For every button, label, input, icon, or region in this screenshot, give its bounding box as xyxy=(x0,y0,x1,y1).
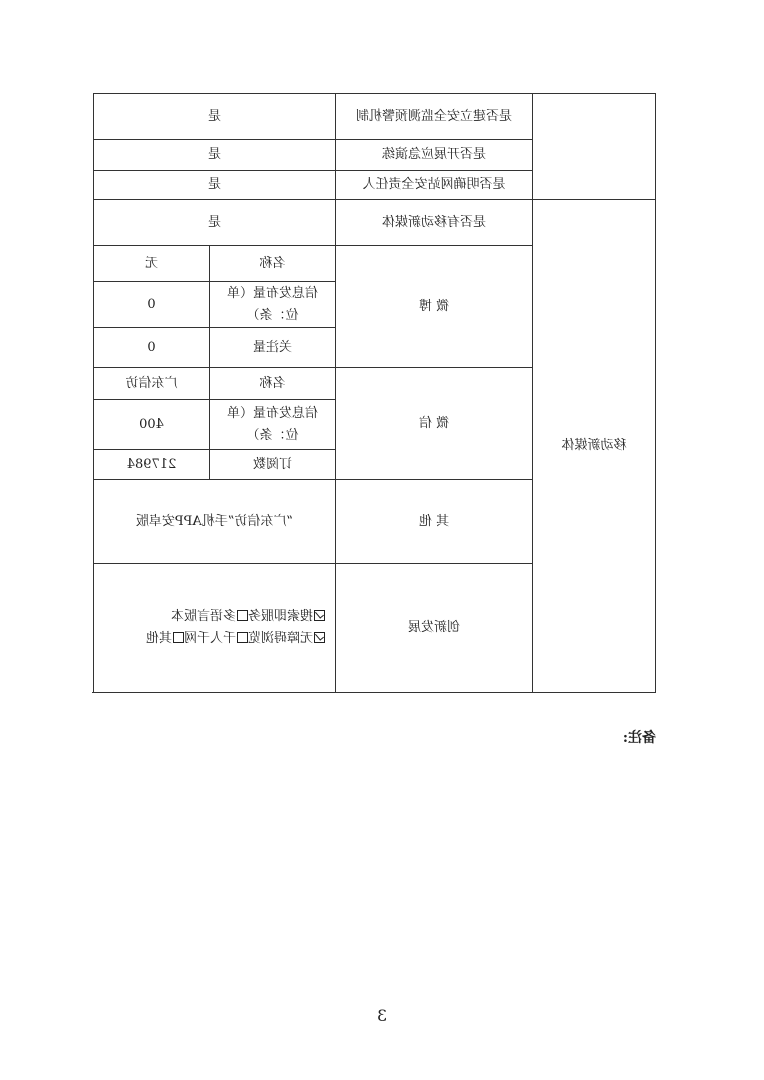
wechat-posts-label: 信息发布量（单位：条） xyxy=(210,400,336,450)
weibo-posts-value: 0 xyxy=(93,282,209,328)
other-value: “广东信访”手机APP安卓版 xyxy=(93,480,335,564)
innovation-label: 创新发展 xyxy=(336,564,533,693)
option-label: 千人千网 xyxy=(183,631,236,646)
table-row xyxy=(93,200,655,246)
row-label: 是否明确网站安全责任人 xyxy=(336,171,533,200)
weibo-followers-label: 关注量 xyxy=(210,328,336,368)
mobile-media-section-label: 移动新媒体 xyxy=(533,200,656,693)
weibo-label: 微 博 xyxy=(336,246,533,368)
checkbox-icon[interactable] xyxy=(237,610,248,621)
table-row xyxy=(93,94,655,140)
weibo-name-label: 名称 xyxy=(210,246,336,282)
wechat-name-label: 名称 xyxy=(210,368,336,400)
checkbox-icon[interactable] xyxy=(173,632,184,643)
option-label: 多语言版本 xyxy=(170,609,236,624)
wechat-name-value: 广东信访 xyxy=(93,368,209,400)
row-value: 是 xyxy=(93,94,335,140)
section-blank-cell xyxy=(533,94,656,200)
weibo-posts-label: 信息发布量（单位：条） xyxy=(210,282,336,328)
row-value: 是 xyxy=(93,140,335,171)
row-value: 是 xyxy=(93,171,335,200)
option-accessible-browsing[interactable] xyxy=(248,631,325,646)
row-label: 是否开展应急演练 xyxy=(336,140,533,171)
option-other[interactable] xyxy=(146,631,184,646)
innovation-options xyxy=(93,564,335,693)
info-table xyxy=(93,93,656,693)
page-number: 3 xyxy=(376,1006,388,1025)
option-multilingual[interactable] xyxy=(171,609,248,624)
checkbox-icon[interactable] xyxy=(237,632,248,643)
wechat-posts-value: 400 xyxy=(93,400,209,450)
wechat-label: 微 信 xyxy=(336,368,533,480)
checkbox-checked-icon[interactable] xyxy=(314,610,325,621)
option-personalized-site[interactable] xyxy=(184,631,248,646)
row-label: 是否建立安全监测预警机制 xyxy=(336,94,533,140)
checkbox-checked-icon[interactable] xyxy=(314,632,325,643)
row-value: 是 xyxy=(93,200,335,246)
wechat-subscribers-label: 订阅数 xyxy=(210,450,336,480)
option-search-service[interactable] xyxy=(248,609,325,624)
option-label: 搜索即服务 xyxy=(247,609,313,624)
option-label: 无障碍浏览 xyxy=(247,631,313,646)
other-label: 其 他 xyxy=(336,480,533,564)
option-label: 其他 xyxy=(145,631,172,646)
weibo-followers-value: 0 xyxy=(93,328,209,368)
weibo-name-value: 无 xyxy=(93,246,209,282)
row-label: 是否有移动新媒体 xyxy=(336,200,533,246)
wechat-subscribers-value: 217984 xyxy=(93,450,209,480)
note-label: 备注: xyxy=(622,730,656,746)
